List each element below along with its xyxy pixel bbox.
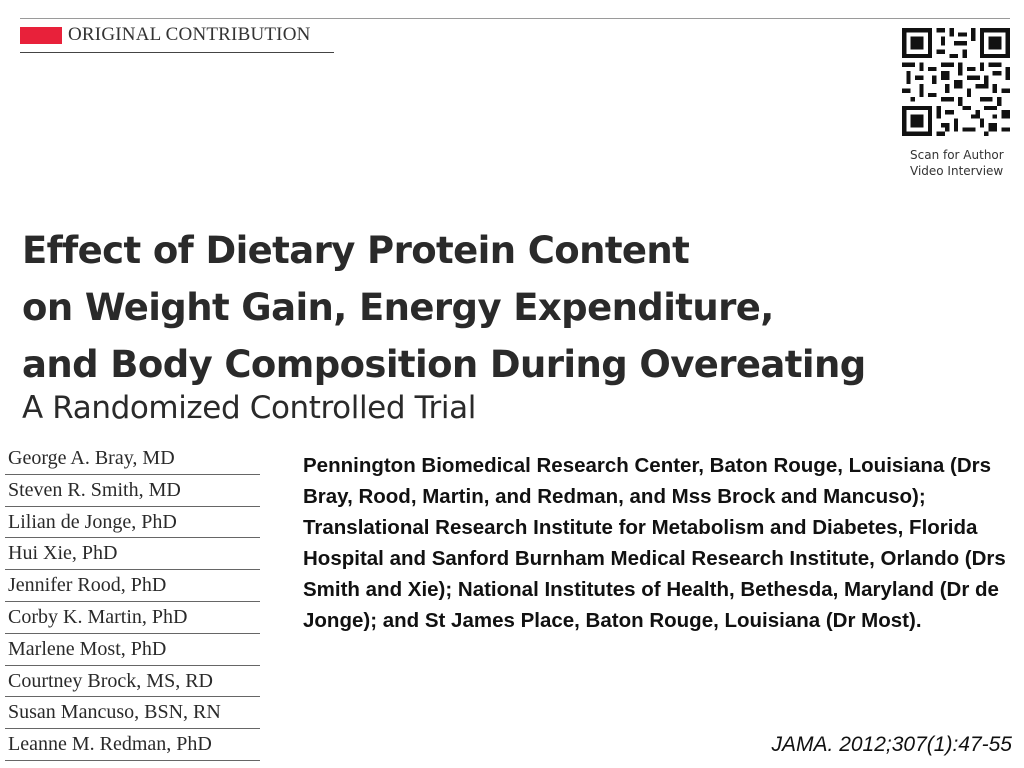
journal-citation: JAMA. 2012;307(1):47-55 — [771, 733, 1012, 756]
qr-caption — [910, 147, 1020, 179]
qr-caption-line-2: Video Interview — [910, 164, 1004, 178]
article-subtitle: A Randomized Controlled Trial — [22, 390, 476, 426]
qr-code-icon[interactable] — [902, 28, 1010, 136]
section-label: ORIGINAL CONTRIBUTION — [68, 24, 311, 45]
title-line-3: and Body Composition During Overeating — [22, 343, 866, 386]
author-name: Leanne M. Redman, PhD — [5, 729, 260, 761]
section-color-bar — [20, 27, 62, 44]
author-name: Marlene Most, PhD — [5, 634, 260, 666]
author-name: Susan Mancuso, BSN, RN — [5, 697, 260, 729]
author-name: Steven R. Smith, MD — [5, 475, 260, 507]
author-name: Corby K. Martin, PhD — [5, 602, 260, 634]
title-line-2: on Weight Gain, Energy Expenditure, — [22, 286, 774, 329]
section-header — [20, 24, 334, 53]
author-name: George A. Bray, MD — [5, 443, 260, 475]
author-name: Jennifer Rood, PhD — [5, 570, 260, 602]
title-line-1: Effect of Dietary Protein Content — [22, 229, 690, 272]
qr-caption-line-1: Scan for Author — [910, 148, 1004, 162]
article-title — [22, 222, 1002, 393]
author-name: Hui Xie, PhD — [5, 538, 260, 570]
author-name: Courtney Brock, MS, RD — [5, 666, 260, 698]
top-rule — [20, 18, 1010, 19]
author-affiliations: Pennington Biomedical Research Center, Baton Rouge, Louisiana (Drs Bray, Rood, Martin, and Redman, and Mss Brock and Mancuso); Translational Research Institute for Metabolism and Diabetes, Florida Hospital and Sanford Burnham Medical Research Institute, Orlando (Drs Smith and Xie); National Institutes of Health, Bethesda, Maryland (Dr de Jonge); and St James Place, Baton Rouge, Louisiana (Dr Most). — [303, 454, 1006, 632]
author-name: Lilian de Jonge, PhD — [5, 507, 260, 539]
author-list — [5, 443, 260, 761]
